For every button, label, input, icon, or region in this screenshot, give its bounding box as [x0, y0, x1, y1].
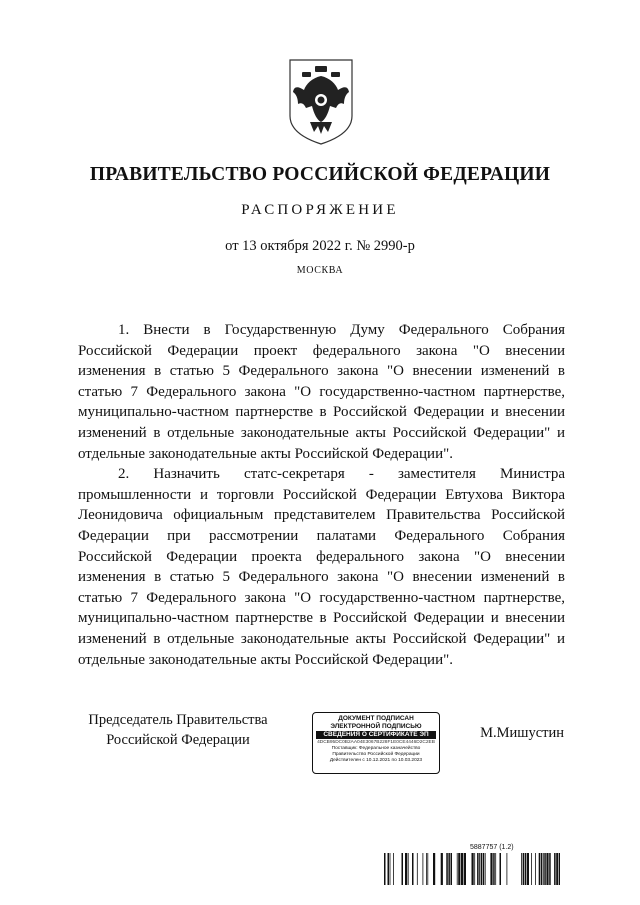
date-number-line: от 13 октября 2022 г. № 2990-р [225, 238, 415, 254]
barcode-bar [433, 853, 435, 885]
barcode-bar [543, 853, 544, 885]
barcode-bar [523, 853, 525, 885]
barcode-bar [457, 853, 458, 885]
position-line-1: Председатель Правительства [88, 712, 268, 728]
barcode-bar [393, 853, 394, 885]
barcode-bar [559, 853, 560, 885]
barcode-bar [483, 853, 485, 885]
barcode-bar [556, 853, 558, 885]
barcode [384, 853, 560, 885]
barcode-bar [495, 853, 496, 885]
barcode-bar [464, 853, 466, 885]
barcode-number: 5887757 (1.2) [470, 844, 514, 851]
barcode-bar [417, 853, 418, 885]
barcode-bar [451, 853, 453, 885]
russian-coat-of-arms-icon [284, 56, 358, 146]
barcode-bar [388, 853, 390, 885]
barcode-bar [477, 853, 479, 885]
barcode-bar [390, 853, 391, 885]
barcode-bar [441, 853, 443, 885]
barcode-bar [554, 853, 556, 885]
order-body [78, 320, 565, 670]
barcode-bar [544, 853, 546, 885]
barcode-bar [500, 853, 502, 885]
electronic-signature-stamp [312, 712, 440, 774]
barcode-bar [479, 853, 480, 885]
barcode-bar [527, 853, 529, 885]
barcode-bar [458, 853, 460, 885]
stamp-issuer-1: Поставщик: Федеральное казначейство [331, 746, 421, 751]
barcode-bar [384, 853, 386, 885]
stamp-certificate-id: 4DCB95DC0B2AA04E3067B228F1E0CE4446D2C2EB [317, 740, 435, 745]
barcode-bar [474, 853, 475, 885]
document-type: РАСПОРЯЖЕНИЕ [241, 202, 399, 218]
stamp-validity: Действителен с 10.12.2021 по 10.03.2023 [329, 757, 423, 763]
barcode-bar [472, 853, 474, 885]
barcode-bar [427, 853, 428, 885]
barcode-bar [446, 853, 448, 885]
stamp-line-2: ЭЛЕКТРОННОЙ ПОДПИСЬЮ [330, 722, 422, 730]
barcode-bar [507, 853, 508, 885]
stamp-line-1: ДОКУМЕНТ ПОДПИСАН [338, 715, 414, 722]
paragraph-2: 2. Назначить статс-секретаря - заместителя Министра промышленности и торговли Российской Федерации Евтухова Виктора Леонидовича официальным представителем Правительства Российской Федерации при рассмотрении палатами Федерального Собрания Российской Федерации проекта федерального закона "О внесении изменения в статью 5 Федерального закона "О внесении изменений в статью 7 Федерального закона "О государственно-частном партнерстве, муниципально-частном партнерстве в Российской Федерации и внесении изменений в отдельные законодательные акты Российской Федерации" и отдельные законодательные акты Российской Федерации". [78, 466, 565, 668]
barcode-bar [541, 853, 543, 885]
barcode-bar [461, 853, 463, 885]
barcode-bar [423, 853, 424, 885]
barcode-bar [448, 853, 450, 885]
stamp-certificate-header: СВЕДЕНИЯ О СЕРТИФИКАТЕ ЭП [316, 731, 436, 739]
barcode-bar [546, 853, 548, 885]
barcode-bar [485, 853, 486, 885]
barcode-bar [402, 853, 404, 885]
document-title: ПРАВИТЕЛЬСТВО РОССИЙСКОЙ ФЕДЕРАЦИИ [89, 164, 551, 185]
barcode-bar [412, 853, 414, 885]
barcode-bar [539, 853, 541, 885]
barcode-bar [535, 853, 536, 885]
barcode-bar [521, 853, 522, 885]
paragraph-1: 1. Внести в Государственную Думу Федерального Собрания Российской Федерации проект федерального закона "О внесении изменения в статью 5 Федерального закона "О внесении изменений в статью 7 Федерального закона "О государственно-частном партнерстве, муниципально-частном партнерстве в Российской Федерации и внесении изменений в отдельные законодательные акты Российской Федерации" и отдельные законодательные акты Российской Федерации". [78, 322, 565, 462]
position-line-2: Российской Федерации [106, 732, 250, 748]
barcode-bar [525, 853, 527, 885]
city: МОСКВА [296, 265, 344, 276]
signatory-name: М.Мишустин [480, 725, 564, 741]
signatory-position [78, 710, 278, 750]
barcode-bar [405, 853, 407, 885]
barcode-bar [549, 853, 551, 885]
barcode-bar [493, 853, 495, 885]
barcode-bar [490, 853, 492, 885]
barcode-bar [531, 853, 532, 885]
barcode-bar [426, 853, 427, 885]
barcode-bar [481, 853, 483, 885]
barcode-bar [408, 853, 409, 885]
stamp-issuer-2: Правительство Российской Федерации [332, 751, 420, 757]
